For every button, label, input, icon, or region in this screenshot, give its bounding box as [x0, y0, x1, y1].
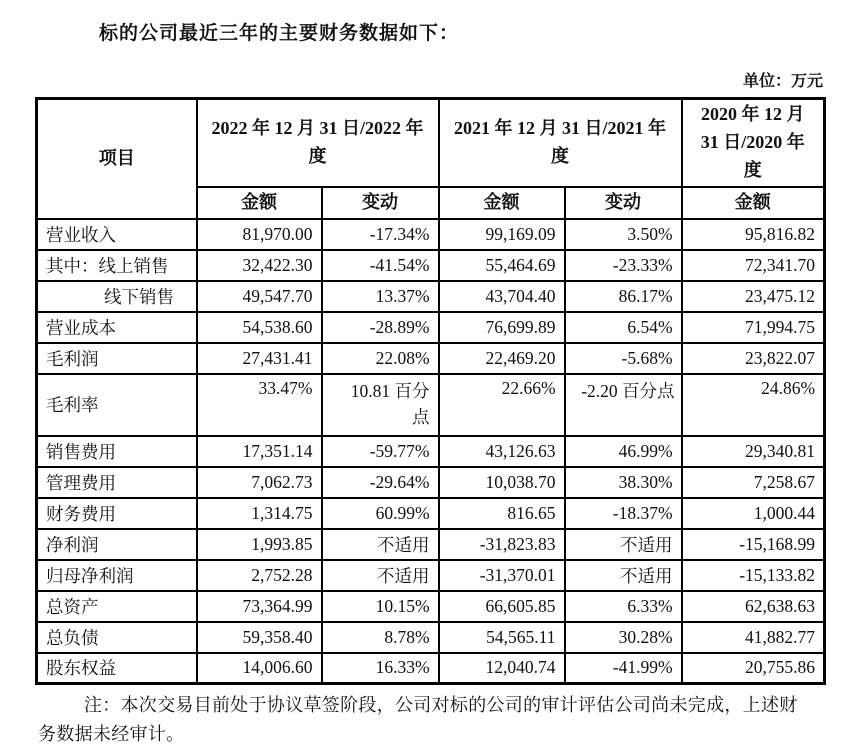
col-header-2020: 2020 年 12 月 31 日/2020 年度: [682, 99, 825, 187]
cell-value: 29,340.81: [682, 436, 825, 467]
cell-value: 17,351.14: [197, 436, 322, 467]
cell-value: 23,822.07: [682, 343, 825, 374]
cell-value: 49,547.70: [197, 281, 322, 312]
cell-value: 66,605.85: [439, 591, 565, 622]
cell-value: 55,464.69: [439, 250, 565, 281]
cell-value: 不适用: [565, 529, 682, 560]
row-label: 总负债: [37, 622, 197, 653]
cell-value: 10.15%: [322, 591, 439, 622]
cell-value: 816.65: [439, 498, 565, 529]
cell-value: 10.81 百分点: [322, 374, 439, 436]
cell-value: 60.99%: [322, 498, 439, 529]
col-header-2022: 2022 年 12 月 31 日/2022 年度: [197, 99, 439, 187]
cell-value: -23.33%: [565, 250, 682, 281]
cell-value: -5.68%: [565, 343, 682, 374]
cell-value: 23,475.12: [682, 281, 825, 312]
cell-value: 10,038.70: [439, 467, 565, 498]
financial-table: [35, 97, 826, 685]
cell-value: -28.89%: [322, 312, 439, 343]
cell-value: 8.78%: [322, 622, 439, 653]
row-label: 营业收入: [37, 219, 197, 250]
table-row-total-liabilities: [37, 622, 825, 653]
col-header-item: 项目: [37, 99, 197, 219]
subheader-amount-2020: 金额: [682, 187, 825, 219]
cell-value: 22.66%: [439, 374, 565, 436]
row-label: 净利润: [37, 529, 197, 560]
cell-value: 1,993.85: [197, 529, 322, 560]
cell-value: 27,431.41: [197, 343, 322, 374]
cell-value: -29.64%: [322, 467, 439, 498]
cell-value: 30.28%: [565, 622, 682, 653]
cell-value: -18.37%: [565, 498, 682, 529]
cell-value: 62,638.63: [682, 591, 825, 622]
cell-value: 不适用: [322, 529, 439, 560]
cell-value: -31,370.01: [439, 560, 565, 591]
cell-value: -41.54%: [322, 250, 439, 281]
table-row-net-profit: [37, 529, 825, 560]
row-label: 营业成本: [37, 312, 197, 343]
subheader-amount-2022: 金额: [197, 187, 322, 219]
col-header-2021: 2021 年 12 月 31 日/2021 年度: [439, 99, 682, 187]
row-label: 管理费用: [37, 467, 197, 498]
cell-value: 38.30%: [565, 467, 682, 498]
cell-value: 99,169.09: [439, 219, 565, 250]
cell-value: 7,258.67: [682, 467, 825, 498]
cell-value: -15,168.99: [682, 529, 825, 560]
header-row-groups: [37, 99, 825, 187]
cell-value: 43,704.40: [439, 281, 565, 312]
row-label: 其中：线上销售: [37, 250, 197, 281]
row-label: 毛利率: [37, 374, 197, 436]
cell-value: 12,040.74: [439, 653, 565, 684]
cell-value: 6.54%: [565, 312, 682, 343]
table-row-finance-expense: [37, 498, 825, 529]
cell-value: 72,341.70: [682, 250, 825, 281]
row-label: 销售费用: [37, 436, 197, 467]
cell-value: -2.20 百分点: [565, 374, 682, 436]
table-row-gross-profit: [37, 343, 825, 374]
cell-value: 7,062.73: [197, 467, 322, 498]
subheader-change-2022: 变动: [322, 187, 439, 219]
cell-value: 33.47%: [197, 374, 322, 436]
cell-value: 32,422.30: [197, 250, 322, 281]
cell-value: 2,752.28: [197, 560, 322, 591]
cell-value: 54,538.60: [197, 312, 322, 343]
cell-value: 54,565.11: [439, 622, 565, 653]
cell-value: 59,358.40: [197, 622, 322, 653]
cell-value: 46.99%: [565, 436, 682, 467]
row-label: 财务费用: [37, 498, 197, 529]
unit-label: 单位：万元: [742, 73, 823, 90]
cell-value: 76,699.89: [439, 312, 565, 343]
cell-value: 43,126.63: [439, 436, 565, 467]
row-label: 线下销售: [37, 281, 197, 312]
table-row-shareholders-equity: [37, 653, 825, 684]
row-label: 毛利润: [37, 343, 197, 374]
cell-value: 不适用: [322, 560, 439, 591]
table-row-net-profit-parent: [37, 560, 825, 591]
row-label: 总资产: [37, 591, 197, 622]
table-row-selling-expense: [37, 436, 825, 467]
cell-value: 不适用: [565, 560, 682, 591]
cell-value: 13.37%: [322, 281, 439, 312]
row-label: 归母净利润: [37, 560, 197, 591]
table-row-online-sales: [37, 250, 825, 281]
cell-value: 14,006.60: [197, 653, 322, 684]
subheader-change-2021: 变动: [565, 187, 682, 219]
cell-value: 95,816.82: [682, 219, 825, 250]
page-title: 标的公司最近三年的主要财务数据如下：: [99, 23, 460, 44]
cell-value: 73,364.99: [197, 591, 322, 622]
cell-value: 41,882.77: [682, 622, 825, 653]
cell-value: -59.77%: [322, 436, 439, 467]
cell-value: 22,469.20: [439, 343, 565, 374]
row-label: 股东权益: [37, 653, 197, 684]
cell-value: 20,755.86: [682, 653, 825, 684]
table-row-gross-margin: [37, 374, 825, 436]
table-row-offline-sales: [37, 281, 825, 312]
cell-value: 16.33%: [322, 653, 439, 684]
cell-value: 81,970.00: [197, 219, 322, 250]
cell-value: 1,000.44: [682, 498, 825, 529]
table-row-total-assets: [37, 591, 825, 622]
table-row-revenue: [37, 219, 825, 250]
table-row-cost: [37, 312, 825, 343]
table-row-admin-expense: [37, 467, 825, 498]
cell-value: 22.08%: [322, 343, 439, 374]
cell-value: 86.17%: [565, 281, 682, 312]
footnote-text: 注：本次交易目前处于协议草签阶段，公司对标的公司的审计评估公司尚未完成，上述财务数据未经审计。: [38, 695, 798, 744]
cell-value: -41.99%: [565, 653, 682, 684]
cell-value: -31,823.83: [439, 529, 565, 560]
cell-value: -15,133.82: [682, 560, 825, 591]
cell-value: 1,314.75: [197, 498, 322, 529]
cell-value: -17.34%: [322, 219, 439, 250]
cell-value: 71,994.75: [682, 312, 825, 343]
cell-value: 6.33%: [565, 591, 682, 622]
subheader-amount-2021: 金额: [439, 187, 565, 219]
cell-value: 3.50%: [565, 219, 682, 250]
cell-value: 24.86%: [682, 374, 825, 436]
